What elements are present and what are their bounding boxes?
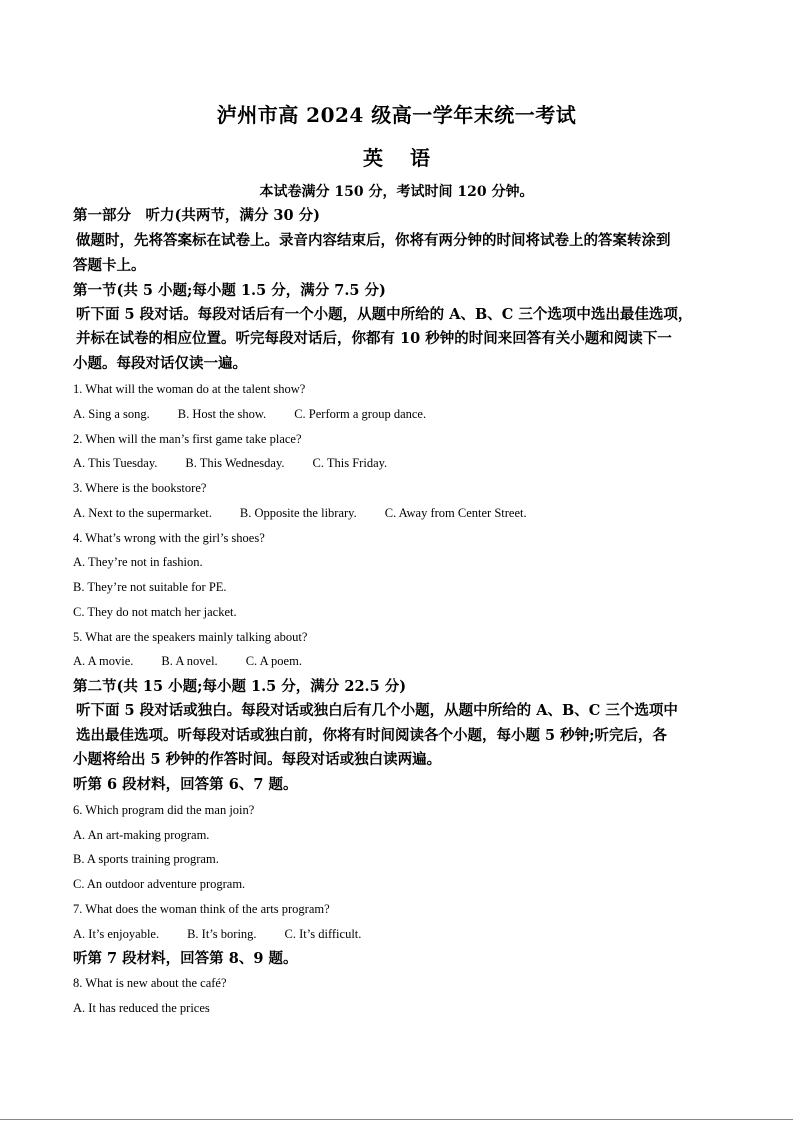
q4-option-c: C. They do not match her jacket. — [73, 605, 237, 619]
part1-instruction-line1: 做题时，先将答案标在试卷上。录音内容结束后，你将有两分钟的时间将试卷上的答案转涂到 — [76, 232, 671, 249]
question-3-stem: 3. Where is the bookstore? — [73, 481, 207, 495]
q1-option-b: B. Host the show. — [177, 407, 267, 421]
section2-instruction-line2: 选出最佳选项。听每段对话或独白前，你将有时间阅读各个小题，每小题 5 秒钟;听完后，各 — [76, 727, 668, 744]
section1-instruction-line1: 听下面 5 段对话。每段对话后有一个小题，从题中所给的 A、B、C 三个选项中选出最佳选项， — [76, 306, 693, 323]
question-5-stem: 5. What are the speakers mainly talking about? — [73, 630, 308, 644]
part1-instruction-line2: 答题卡上。 — [73, 257, 146, 274]
page-bottom-rule — [0, 1119, 793, 1120]
section1-heading: 第一节(共 5 小题;每小题 1.5 分，满分 7.5 分) — [73, 282, 386, 299]
question-7-stem: 7. What does the woman think of the arts program? — [73, 902, 330, 916]
question-6-stem: 6. Which program did the man join? — [73, 803, 255, 817]
q3-option-b: B. Opposite the library. — [239, 506, 357, 520]
q7-option-a: A. It’s enjoyable. — [73, 927, 160, 941]
q1-option-a: A. Sing a song. — [73, 407, 150, 421]
q4-option-a: A. They’re not in fashion. — [73, 555, 203, 569]
question-3-options — [73, 504, 527, 522]
q7-option-c: C. It’s difficult. — [284, 927, 362, 941]
question-1-options — [73, 405, 426, 423]
part1-heading: 第一部分 听力(共两节，满分 30 分) — [73, 207, 320, 224]
section2-heading: 第二节(共 15 小题;每小题 1.5 分，满分 22.5 分) — [73, 678, 407, 695]
section2-instruction-line1: 听下面 5 段对话或独白。每段对话或独白后有几个小题，从题中所给的 A、B、C 三个选项中 — [76, 702, 678, 719]
q2-option-a: A. This Tuesday. — [73, 456, 158, 470]
q5-option-b: B. A novel. — [161, 654, 218, 668]
q4-option-b: B. They’re not suitable for PE. — [73, 580, 227, 594]
q1-option-c: C. Perform a group dance. — [294, 407, 427, 421]
q5-option-a: A. A movie. — [73, 654, 134, 668]
section1-instruction-line2: 并标在试卷的相应位置。听完每段对话后，你都有 10 秒钟的时间来回答有关小题和阅读下一 — [76, 330, 672, 347]
q3-option-c: C. Away from Center Street. — [384, 506, 527, 520]
q5-option-c: C. A poem. — [245, 654, 302, 668]
q6-option-c: C. An outdoor adventure program. — [73, 877, 246, 891]
question-4-stem: 4. What’s wrong with the girl’s shoes? — [73, 531, 265, 545]
q6-option-a: A. An art-making program. — [73, 828, 210, 842]
question-8-stem: 8. What is new about the café? — [73, 976, 227, 990]
exam-subject: 英 语 — [363, 146, 440, 170]
exam-title: 泸州市高 2024 级高一学年末统一考试 — [216, 103, 577, 127]
question-2-options — [73, 454, 387, 472]
question-7-options — [73, 925, 361, 943]
section2-instruction-line3: 小题将给出 5 秒钟的作答时间。每段对话或独白读两遍。 — [73, 751, 442, 768]
section1-instruction-line3: 小题。每段对话仅读一遍。 — [73, 355, 247, 372]
q3-option-a: A. Next to the supermarket. — [73, 506, 212, 520]
question-2-stem: 2. When will the man’s first game take place? — [73, 432, 302, 446]
material-7-heading: 听第 7 段材料，回答第 8、9 题。 — [73, 950, 298, 967]
material-6-heading: 听第 6 段材料，回答第 6、7 题。 — [73, 776, 298, 793]
exam-intro: 本试卷满分 150 分，考试时间 120 分钟。 — [259, 184, 534, 200]
q8-option-a: A. It has reduced the prices — [73, 1001, 210, 1015]
q2-option-b: B. This Wednesday. — [185, 456, 285, 470]
question-5-options — [73, 652, 302, 670]
q6-option-b: B. A sports training program. — [73, 852, 219, 866]
q2-option-c: C. This Friday. — [312, 456, 388, 470]
question-1-stem: 1. What will the woman do at the talent show? — [73, 382, 306, 396]
q7-option-b: B. It’s boring. — [187, 927, 257, 941]
